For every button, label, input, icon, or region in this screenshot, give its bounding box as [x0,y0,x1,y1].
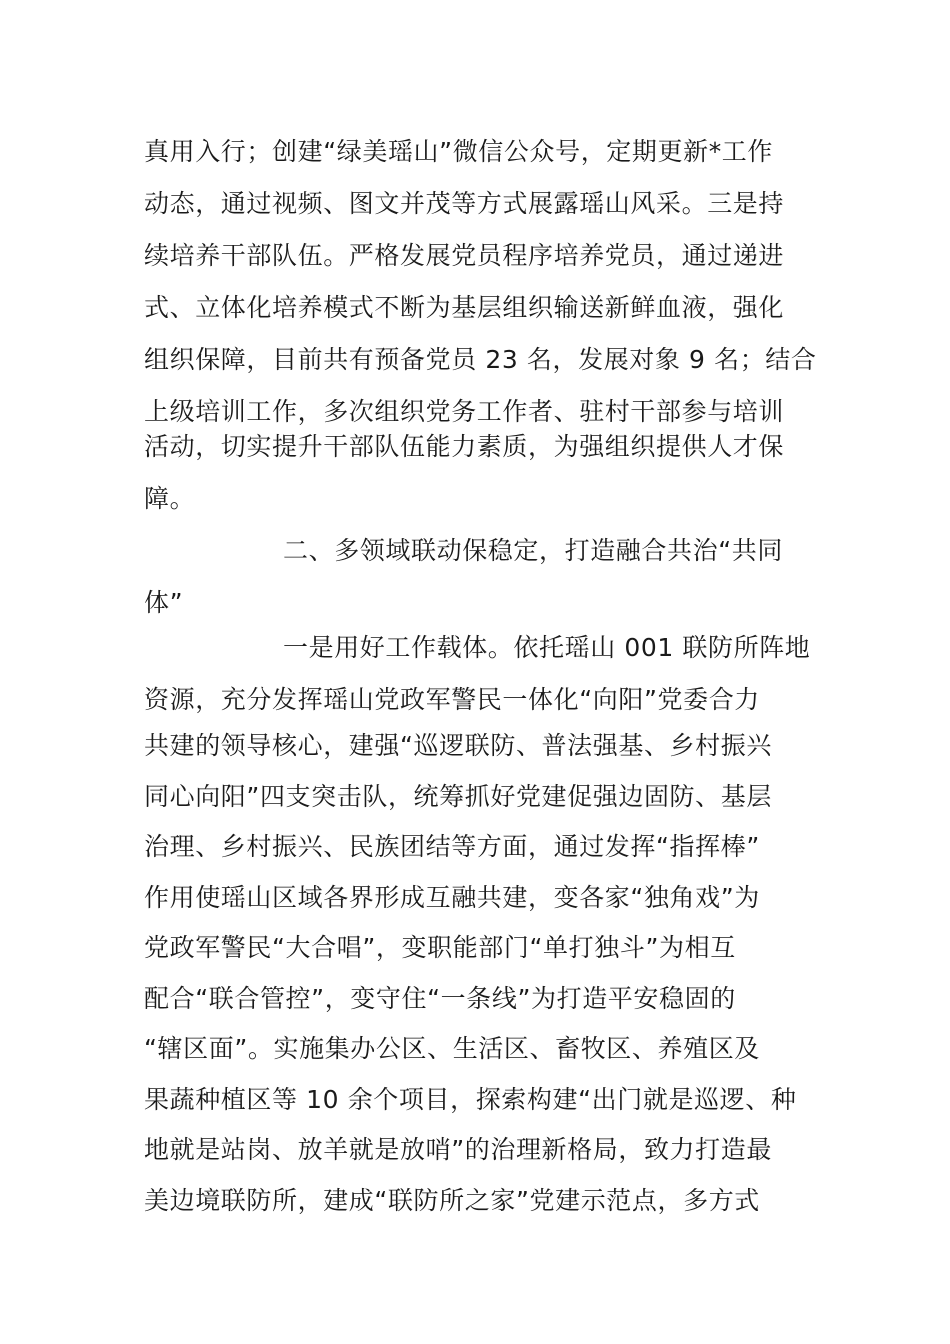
text-line: 续培养干部队伍。严格发展党员程序培养党员，通过递进 [144,241,785,270]
text-line: 动态，通过视频、图文并茂等方式展露瑶山风采。三是持 [144,189,785,218]
text-line: 果蔬种植区等 10 余个项目，探索构建“出门就是巡逻、种 [144,1085,797,1114]
text-line: 地就是站岗、放羊就是放哨”的治理新格局，致力打造最 [144,1135,772,1164]
text-line: 障。 [144,484,196,513]
text-line: 美边境联防所，建成“联防所之家”党建示范点，多方式 [144,1186,760,1215]
heading-line: 体” [144,588,184,617]
text-line: 活动，切实提升干部队伍能力素质，为强组织提供人才保 [144,432,785,461]
text-line: 真用入行；创建“绿美瑶山”微信公众号，定期更新*工作 [144,137,774,166]
text-line: 组织保障，目前共有预备党员 23 名，发展对象 9 名；结合 [144,345,817,374]
text-line: 一是用好工作载体。依托瑶山 001 联防所阵地 [283,633,811,662]
text-line: 同心向阳”四支突击队，统筹抓好党建促强边固防、基层 [144,782,772,811]
text-line: 资源，充分发挥瑶山党政军警民一体化“向阳”党委合力 [144,685,760,714]
text-line: 式、立体化培养模式不断为基层组织输送新鲜血液，强化 [144,293,785,322]
text-line: “辖区面”。实施集办公区、生活区、畜牧区、养殖区及 [144,1034,760,1063]
heading-line: 二、多领域联动保稳定，打造融合共治“共同 [283,536,783,565]
text-line: 治理、乡村振兴、民族团结等方面，通过发挥“指挥棒” [144,832,760,861]
text-line: 作用使瑶山区域各界形成互融共建，变各家“独角戏”为 [144,883,760,912]
text-line: 上级培训工作，多次组织党务工作者、驻村干部参与培训 [144,397,785,426]
text-line: 党政军警民“大合唱”，变职能部门“单打独斗”为相互 [144,933,736,962]
text-line: 共建的领导核心，建强“巡逻联防、普法强基、乡村振兴 [144,731,772,760]
text-line: 配合“联合管控”，变守住“一条线”为打造平安稳固的 [144,984,736,1013]
